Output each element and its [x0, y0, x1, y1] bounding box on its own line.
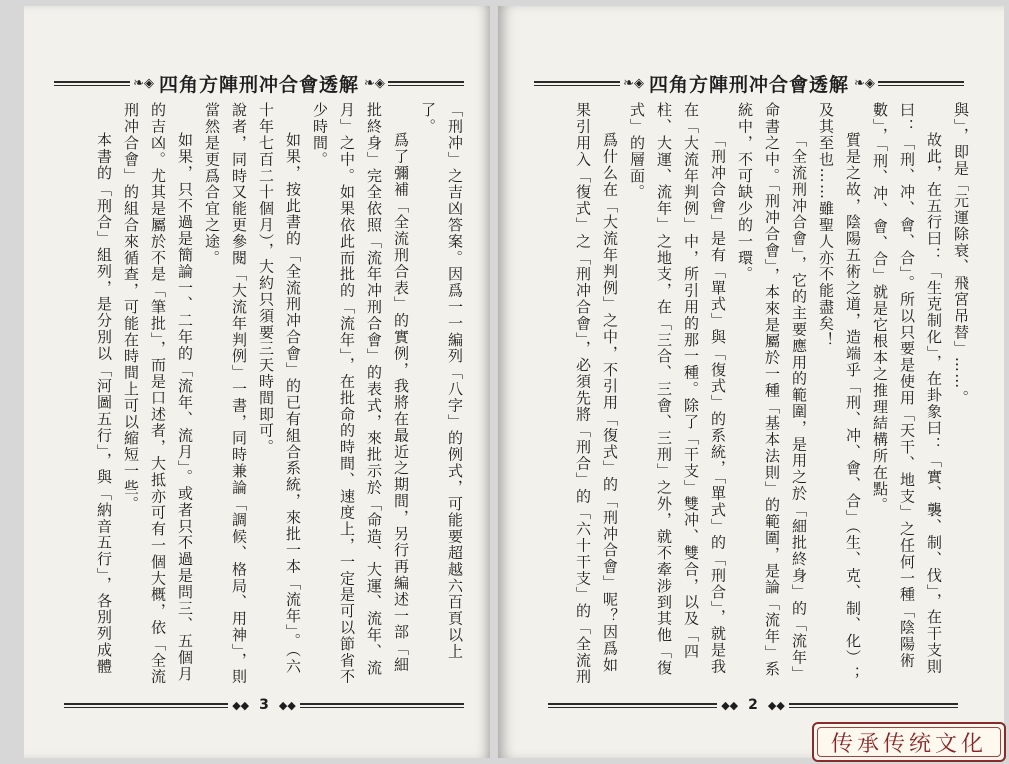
right-page-footer	[548, 696, 958, 714]
paragraph: 「全流刑冲合會」，它的主要應用的範圍，是用之於「細批終身」的「流年」命書之中。「刑冲合會」，本來是屬於一種「基本法則」的範圍，是論「流年」系統中，不可缺少的一環。	[736, 102, 808, 683]
footer-rule-right	[789, 703, 958, 708]
header-rule-right	[388, 81, 464, 86]
footer-ornament: ◆◆	[278, 698, 296, 712]
paragraph: 說者，同時又能更參閱「大流年判例」一書，同時兼論「調候、格局、用神」，則當然是更爲合宜之途。	[203, 102, 248, 685]
footer-ornament: ◆◆	[767, 698, 785, 712]
right-page	[498, 6, 1004, 758]
paragraph: 與」，即是「元運除衰、飛宮吊替」……。	[952, 102, 970, 407]
footer-ornament: ◆◆	[232, 698, 250, 712]
running-title: 四角方陣刑冲合會透解	[159, 73, 360, 96]
page-number: 2	[748, 697, 758, 713]
left-page-text	[88, 102, 468, 686]
header-ornament-left: ❧◈	[133, 75, 154, 91]
left-page	[24, 6, 490, 758]
paragraph: 「刑冲」之吉凶答案。因爲一一編列「八字」的例式，可能要超越六百頁以上了。	[419, 102, 464, 660]
paragraph: 爲什么在「大流年判例」之中，不引用「復式」的「刑冲合會」呢？因爲如果引用入「復式」之「刑冲合會」，必須先將「刑合」的「六十干支」的「全流刑	[574, 102, 619, 685]
paragraph: 「刑冲合會」是有「單式」與「復式」的系統，「單式」的「刑合」，就是我在「大流年判例」中，所引用的那一種。除了「干支」雙冲、雙合，以及「四柱、大運、流年」之地支，在「三合、三會、三刑」之外，就不牽涉到其他「復式」的層面。	[628, 102, 727, 676]
header-rule-left	[54, 81, 130, 86]
footer-rule-left	[548, 703, 717, 708]
right-page-text	[574, 102, 974, 686]
watermark-text: 传承传统文化	[830, 731, 987, 757]
page-number: 3	[259, 697, 269, 713]
paragraph: 如果，只不過是簡論一、二年的「流年、流月」。或者只不過是問三、五個月的吉凶。尤其是屬於不是「筆批」，而是口述者，大抵亦可有一個大概，依「全流刑冲合會」的組合來循查，可能在時間上可以縮短一些。	[122, 102, 194, 685]
left-page-footer	[64, 696, 464, 714]
header-ornament-right: ❧◈	[854, 75, 875, 91]
footer-ornament: ◆◆	[721, 698, 739, 712]
header-ornament-right: ❧◈	[364, 75, 385, 91]
left-page-header	[54, 72, 464, 94]
header-rule-right	[878, 81, 964, 86]
paragraph: 故此，在五行曰：「生克制化」，在卦象曰：「實、襲、制、伐」，在干支則曰：「刑、冲、會、合」。所以只要是使用「天干、地支」之任何一種「陰陽術數」，「刑、冲、會、合」就是它根本之推理結構所在點。	[871, 102, 943, 675]
header-ornament-left: ❧◈	[623, 75, 644, 91]
running-title: 四角方陣刑冲合會透解	[649, 73, 850, 96]
paragraph: 質是之故，陰陽五術之道，造端乎「刑、冲、會、合」（生、克、制、化）；及其至也……雖聖人亦不能盡矣！	[817, 102, 862, 683]
header-rule-left	[534, 81, 620, 86]
paragraph: 如果，按此書的「全流刑冲合會」的已有組合系統，來批一本「流年」。（六十年七百二十個月），大約只須要三天時間即可。	[257, 102, 302, 675]
footer-rule-left	[64, 703, 228, 708]
right-page-header	[534, 72, 964, 94]
paragraph: 爲了彌補「全流刑合表」的實例，我將在最近之期間，另行再編述一部「細批終身」完全依照「流年冲刑合會」的表式，來批示於「命造、大運、流年、流月」之中。如果依此而批的「流年」，在批命的時間、速度上，一定是可以節省不少時間。	[311, 102, 410, 685]
paragraph: 本書的「刑合」組列，是分別以「河圖五行」，與「納音五行」，各別列成體	[95, 132, 113, 675]
footer-rule-right	[300, 703, 464, 708]
watermark-stamp	[812, 722, 1006, 762]
